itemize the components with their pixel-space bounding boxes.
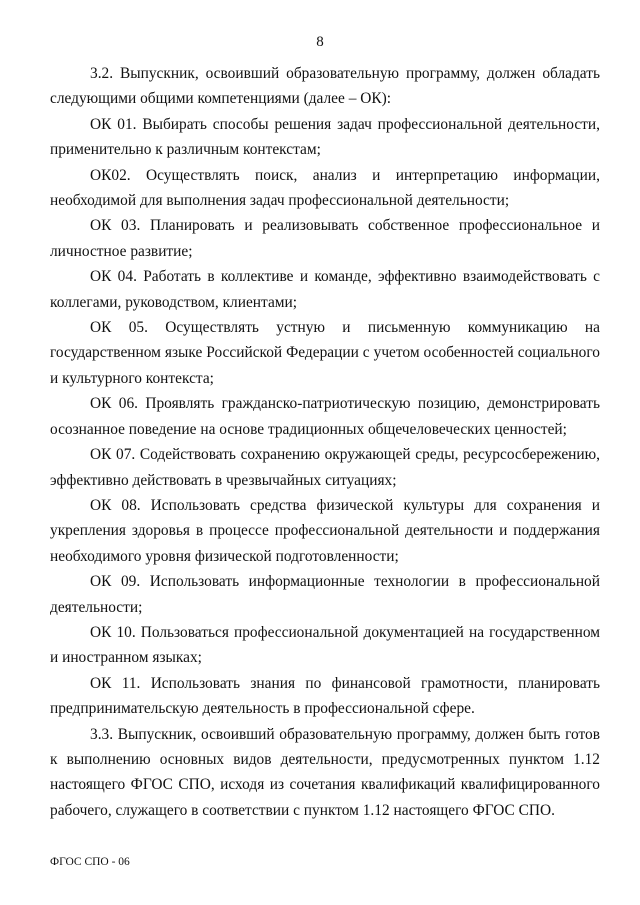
paragraph-3-2: 3.2. Выпускник, освоивший образовательную программу, должен обладать следующими общими компетенциями (далее – ОК): — [50, 65, 600, 108]
paragraph-ok-07: ОК 07. Содействовать сохранению окружающей среды, ресурсосбережению, эффективно действовать в чрезвычайных ситуациях; — [50, 446, 600, 489]
paragraph-ok-11: ОК 11. Использовать знания по финансовой грамотности, планировать предпринимательскую деятельность в профессиональной сфере. — [50, 674, 600, 718]
document-body — [50, 61, 600, 823]
paragraph-ok-03: ОК 03. Планировать и реализовывать собственное профессиональное и личностное развитие; — [50, 217, 600, 260]
paragraph-ok-04: ОК 04. Работать в коллективе и команде, эффективно взаимодействовать с коллегами, руководством, клиентами; — [50, 268, 600, 311]
paragraph-3-3: 3.3. Выпускник, освоивший образовательную программу, должен быть готов к выполнению основных видов деятельности, предусмотренных пунктом 1.12 настоящего ФГОС СПО, исходя из сочетания квалификаций квалифицированного рабочего, служащего в соответствии с пунктом 1.12 настоящего ФГОС СПО. — [50, 725, 600, 819]
paragraph-ok-01: ОК 01. Выбирать способы решения задач профессиональной деятельности, применительно к различным контекстам; — [50, 115, 600, 159]
paragraph-ok-06: ОК 06. Проявлять гражданско-патриотическую позицию, демонстрировать осознанное поведение на основе традиционных общечеловеческих ценностей; — [50, 395, 600, 438]
paragraph-ok-05: ОК 05. Осуществлять устную и письменную коммуникацию на государственном языке Российской Федерации с учетом особенностей социального и культурного контекста; — [50, 319, 600, 387]
paragraph-ok-02: ОК02. Осуществлять поиск, анализ и интерпретацию информации, необходимой для выполнения задач профессиональной деятельности; — [50, 166, 600, 210]
page-number: 8 — [316, 34, 324, 50]
paragraph-ok-08: ОК 08. Использовать средства физической культуры для сохранения и укрепления здоровья в процессе профессиональной деятельности и поддержания необходимого уровня физической подготовленности; — [50, 496, 600, 565]
paragraph-ok-10: ОК 10. Пользоваться профессиональной документацией на государственном и иностранном языках; — [50, 623, 600, 667]
footer-code: ФГОС СПО - 06 — [50, 856, 130, 868]
paragraph-ok-09: ОК 09. Использовать информационные технологии в профессиональной деятельности; — [50, 573, 600, 616]
